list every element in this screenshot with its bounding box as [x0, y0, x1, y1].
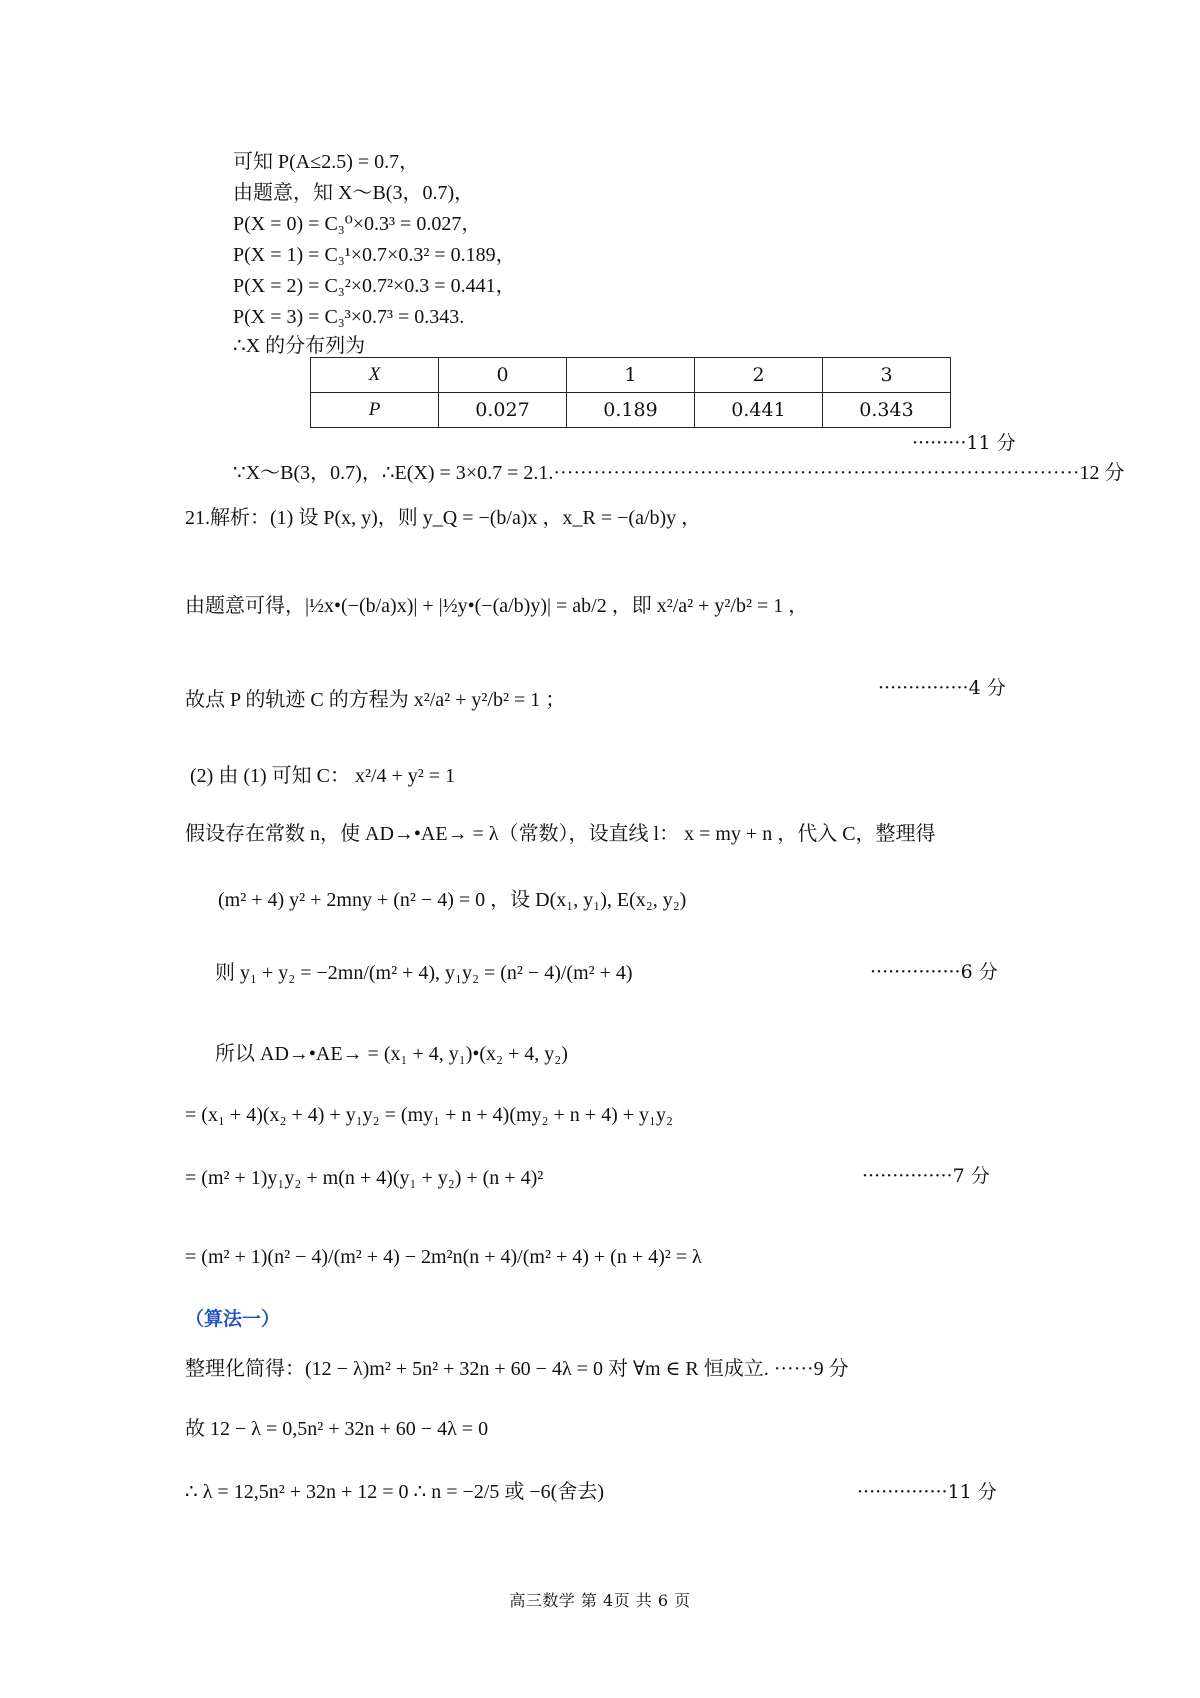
- page-footer: 高三数学 第 4页 共 6 页: [509, 1591, 691, 1610]
- q21-locus-equation: 故点 P 的轨迹 C 的方程为 x²/a² + y²/b² = 1 ；: [185, 689, 566, 711]
- q21-simplify: 整理化简得：(12 − λ)m² + 5n² + 32n + 60 − 4λ = 0 对 ∀m ∈ R 恒成立. ······9 分: [185, 1358, 849, 1380]
- probability-line-2: 由题意，知 X～B(3，0.7)，: [233, 182, 475, 204]
- probability-line-4: P(X = 1) = C₃¹×0.7×0.3² = 0.189，: [233, 244, 516, 266]
- table-cell: 0.441: [695, 393, 823, 428]
- table-cell: X: [311, 358, 439, 393]
- probability-line-6: P(X = 3) = C₃³×0.7³ = 0.343.: [233, 306, 465, 328]
- table-row: [311, 393, 951, 428]
- table-cell: 2: [695, 358, 823, 393]
- q21-assumption: 假设存在常数 n，使 AD→•AE→ = λ（常数），设直线 l： x = my + n ，代入 C，整理得: [185, 823, 936, 845]
- q21-part2-curve: (2) 由 (1) 可知 C： x²/4 + y² = 1: [190, 765, 456, 787]
- table-cell: 1: [567, 358, 695, 393]
- table-cell: P: [311, 393, 439, 428]
- q21-expand-2: = (m² + 1)y₁y₂ + m(n + 4)(y₁ + y₂) + (n + 4)²: [185, 1167, 544, 1189]
- score-11-a: ·········11 分: [912, 432, 1016, 454]
- score-4: ···············4 分: [878, 677, 1006, 699]
- score-11-b: ···············11 分: [857, 1481, 997, 1503]
- score-6: ···············6 分: [870, 961, 998, 983]
- q21-lambda-expression: = (m² + 1)(n² − 4)/(m² + 4) − 2m²n(n + 4)/(m² + 4) + (n + 4)² = λ: [185, 1246, 702, 1268]
- probability-line-5: P(X = 2) = C₃²×0.7²×0.3 = 0.441，: [233, 275, 516, 297]
- method-one-label: （算法一）: [185, 1308, 281, 1330]
- table-cell: 3: [823, 358, 951, 393]
- expectation-line: ∵X～B(3，0.7)，∴E(X) = 3×0.7 = 2.1.···············································································12 分: [233, 462, 1125, 484]
- table-cell: 0.027: [439, 393, 567, 428]
- q21-area-equation: 由题意可得，|½x•(−(b/a)x)| + |½y•(−(a/b)y)| = ab/2 ，即 x²/a² + y²/b² = 1 ，: [185, 595, 809, 617]
- distribution-table: [310, 357, 951, 428]
- q21-solution: ∴ λ = 12,5n² + 32n + 12 = 0 ∴ n = −2/5 或 −6(舍去): [185, 1481, 604, 1503]
- table-cell: 0.189: [567, 393, 695, 428]
- distribution-heading: ∴X 的分布列为: [233, 335, 366, 357]
- q21-part1-setup: 21.解析：(1) 设 P(x, y)，则 y_Q = −(b/a)x ，x_R = −(a/b)y ，: [185, 507, 702, 529]
- q21-vieta: 则 y₁ + y₂ = −2mn/(m² + 4), y₁y₂ = (n² − 4)/(m² + 4): [215, 962, 633, 984]
- probability-line-1: 可知 P(A≤2.5) = 0.7，: [233, 151, 420, 173]
- table-row: [311, 358, 951, 393]
- q21-quadratic: (m² + 4) y² + 2mny + (n² − 4) = 0 ，设 D(x₁, y₁), E(x₂, y₂): [218, 889, 687, 911]
- q21-dot-product: 所以 AD→•AE→ = (x₁ + 4, y₁)•(x₂ + 4, y₂): [215, 1043, 568, 1065]
- table-cell: 0: [439, 358, 567, 393]
- score-7: ···············7 分: [862, 1165, 990, 1187]
- table-cell: 0.343: [823, 393, 951, 428]
- q21-expand-1: = (x₁ + 4)(x₂ + 4) + y₁y₂ = (my₁ + n + 4)(my₂ + n + 4) + y₁y₂: [185, 1104, 673, 1126]
- q21-conditions: 故 12 − λ = 0,5n² + 32n + 60 − 4λ = 0: [185, 1418, 489, 1440]
- probability-line-3: P(X = 0) = C₃⁰×0.3³ = 0.027，: [233, 213, 482, 235]
